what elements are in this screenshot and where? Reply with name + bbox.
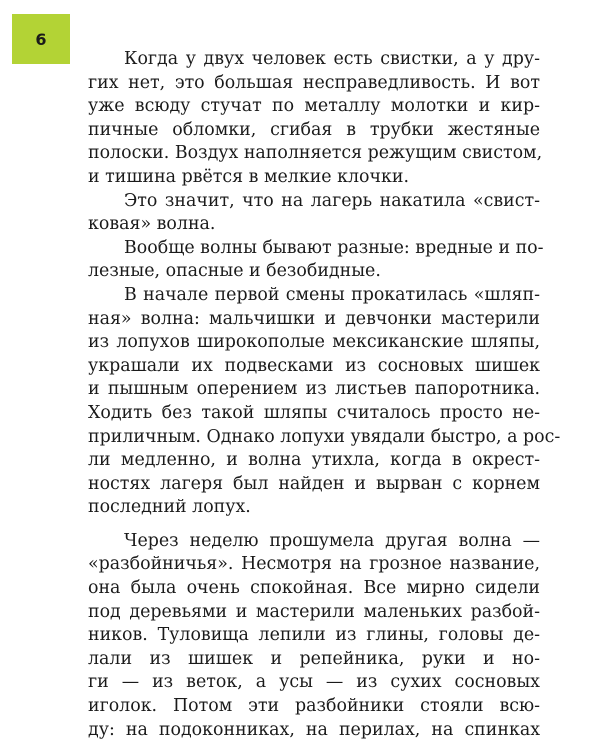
text-line: «разбойничья». Несмотря на грозное название, bbox=[88, 554, 540, 575]
text-line: иголок. Потом эти разбойники стояли всю- bbox=[88, 696, 540, 717]
paragraph-2 bbox=[88, 190, 540, 237]
text-line: последний лопух. bbox=[88, 497, 251, 518]
text-line: ковая» волна. bbox=[88, 214, 216, 235]
body-text bbox=[88, 48, 561, 742]
text-line: пичные обломки, сгибая в трубки жестяные bbox=[88, 119, 540, 140]
paragraph-5 bbox=[88, 530, 540, 742]
text-line: Через неделю прошумела другая волна — bbox=[124, 530, 540, 551]
text-line: гих нет, это большая несправедливость. И вот bbox=[88, 72, 540, 93]
page-number: 6 bbox=[35, 29, 47, 49]
text-line: она была очень спокойная. Все мирно сидели bbox=[88, 578, 540, 599]
text-line: и пышным оперением из листьев папоротника. bbox=[88, 379, 540, 400]
text-line: ников. Туловища лепили из глины, головы де- bbox=[88, 625, 540, 646]
text-line: лали из шишек и репейника, руки и но- bbox=[88, 648, 540, 669]
page-number-badge bbox=[12, 14, 70, 64]
text-line: ги — из веток, а усы — из сухих сосновых bbox=[88, 672, 540, 693]
paragraph-1 bbox=[88, 48, 543, 190]
paragraph-4 bbox=[88, 284, 561, 520]
text-line: Когда у двух человек есть свистки, а у дру- bbox=[124, 49, 540, 69]
text-line: уже всюду стучат по металлу молотки и кир- bbox=[88, 96, 540, 117]
text-line: Это значит, что на лагерь накатила «свист- bbox=[124, 190, 540, 211]
text-line: лезные, опасные и безобидные. bbox=[88, 261, 381, 282]
text-line: из лопухов широкополые мексиканские шляпы, bbox=[88, 332, 540, 353]
text-line: украшали их подвесками из сосновых шишек bbox=[88, 355, 540, 376]
text-line: приличным. Однако лопухи увядали быстро, а рос- bbox=[88, 426, 561, 447]
text-line: ная» волна: мальчишки и девчонки мастерили bbox=[88, 308, 540, 329]
text-line: Ходить без такой шляпы считалось просто не- bbox=[88, 402, 540, 423]
text-line: ли медленно, и волна утихла, когда в окрест- bbox=[88, 450, 540, 471]
paragraph-3 bbox=[88, 237, 544, 284]
text-line: В начале первой смены прокатилась «шляп- bbox=[124, 284, 540, 305]
text-line: полоски. Воздух наполняется режущим свистом, bbox=[88, 143, 543, 164]
text-line: под деревьями и мастерили маленьких разбой- bbox=[88, 601, 540, 622]
text-line: и тишина рвётся в мелкие клочки. bbox=[88, 166, 409, 187]
text-line: Вообще волны бывают разные: вредные и по- bbox=[124, 237, 544, 258]
text-line: ностях лагеря был найден и вырван с корнем bbox=[88, 473, 540, 494]
text-line: ду: на подоконниках, на перилах, на спинках bbox=[88, 719, 540, 740]
